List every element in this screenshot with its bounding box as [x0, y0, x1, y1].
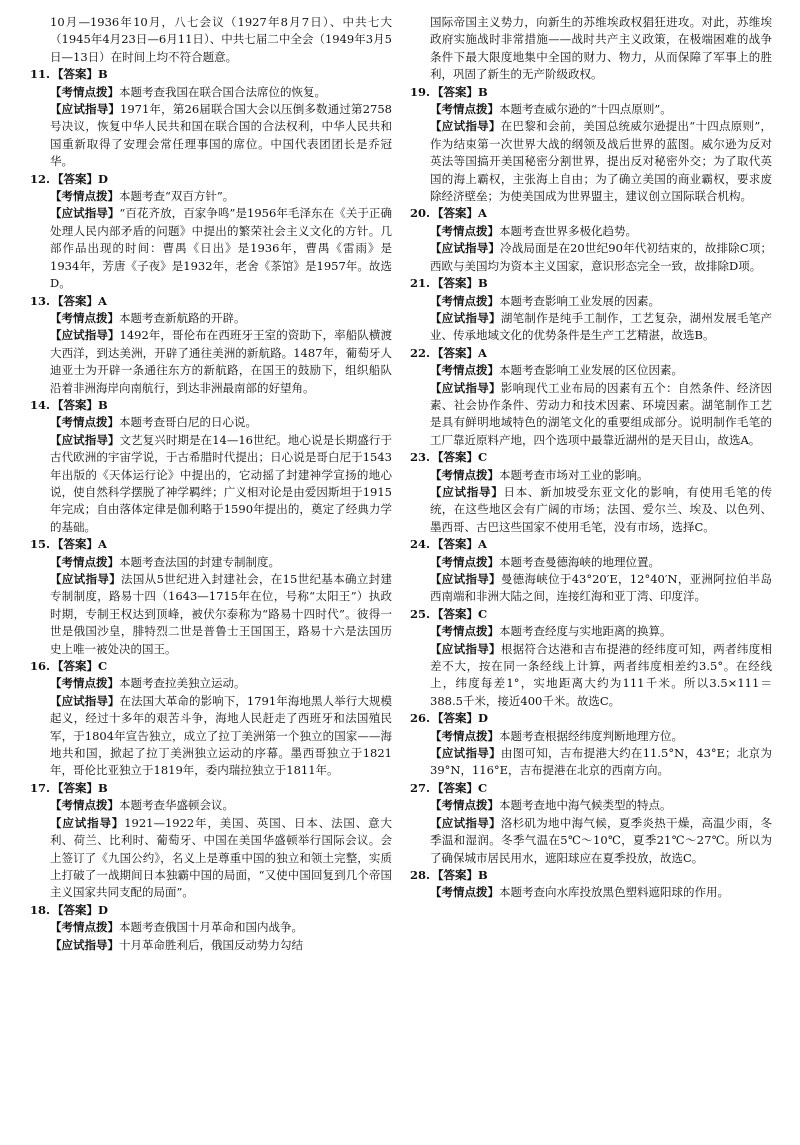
section-text: 本题考查世界多极化趋势。 [499, 223, 637, 238]
answer-item [410, 536, 772, 606]
answer-item [410, 205, 772, 275]
answer-item [410, 780, 772, 867]
answer-item [30, 66, 392, 170]
answer-letter: B [478, 84, 488, 99]
section-tag: 【应试指导】 [430, 241, 501, 256]
answer-label: 【答案】 [432, 206, 478, 221]
answer-letter: D [98, 171, 108, 186]
section-tag: 【应试指导】 [430, 641, 501, 656]
section-text: “百花齐放，百家争鸣”是1956年毛泽东在《关于正确处理人民内部矛盾的问题》中提出的繁荣社会主义文化的方针。几部作品出现的时间：曹禺《日出》是1936年，曹禺《雷雨》是1934年，芳唐《子夜》是1932年，老舍《茶馆》是1957年。故选D。 [50, 206, 392, 291]
section-tag: 【应试指导】 [430, 484, 504, 499]
explanation-paragraph [430, 467, 772, 484]
answer-line [30, 780, 392, 797]
answer-item [410, 449, 772, 536]
answer-label: 【答案】 [432, 345, 478, 360]
answer-line [30, 293, 392, 310]
question-number: 13. [30, 293, 51, 308]
section-tag: 【应试指导】 [430, 815, 501, 830]
question-number: 18. [30, 902, 51, 917]
answer-label: 【答案】 [432, 276, 478, 291]
answer-label: 【答案】 [52, 171, 98, 186]
question-number: 28. [410, 867, 431, 882]
section-tag: 【考情点拨】 [50, 554, 119, 569]
section-tag: 【考情点拨】 [50, 415, 119, 430]
section-tag: 【考情点拨】 [430, 624, 499, 639]
question-number: 15. [30, 537, 51, 552]
question-number: 27. [410, 780, 431, 795]
section-text: 冷战局面是在20世纪90年代初结束的，故排除C项；西欧与美国均为资本主义国家，意识形态完全一致，故排除D项。 [430, 241, 772, 273]
answer-letter: B [478, 276, 488, 291]
section-text: 洛杉矶为地中海气候，夏季炎热干燥，高温少雨，冬季温和湿润。冬季气温在5℃～10℃，夏季21℃～27℃。所以为了确保城市居民用水，遮阳球应在夏季投放，故选C。 [430, 815, 773, 865]
answer-line [30, 397, 392, 414]
explanation-paragraph [50, 937, 392, 954]
section-text: 文艺复兴时期是在14—16世纪。地心说是长期盛行于古代欧洲的宇宙学说，于古希腊时代提出；日心说是哥白尼于1543年出版的《天体运行论》中提出的，它动摇了封建神学宣扬的地心说，使自然科学摆脱了神学羁绊；广义相对论是由爱因斯坦于1915年完成；自由落体定律是伽利略于1590年提出的，奠定了经典力学的基础。 [50, 432, 392, 534]
question-number: 12. [30, 171, 51, 186]
explanation-paragraph [50, 571, 392, 658]
section-text: 本题考查向水库投放黑色塑料遮阳球的作用。 [499, 885, 729, 900]
section-text: 本题考查地中海气候类型的特点。 [499, 798, 672, 813]
section-text: 曼德海峡位于43°20′E，12°40′N，亚洲阿拉伯半岛西南端和非洲大陆之间，连接红海和亚丁湾、印度洋。 [430, 572, 773, 604]
explanation-paragraph [50, 693, 392, 780]
section-tag: 【考情点拨】 [50, 676, 119, 691]
answer-letter: B [98, 67, 108, 82]
section-text: 本题考查“双百方针”。 [119, 189, 235, 204]
section-tag: 【考情点拨】 [430, 102, 499, 117]
explanation-paragraph [430, 571, 772, 606]
question-number: 11. [30, 67, 51, 82]
answer-line [410, 780, 772, 797]
question-number: 24. [410, 537, 431, 552]
section-text: 本题考查影响工业发展的区位因素。 [499, 363, 683, 378]
section-text: 本题考查经度与实地距离的换算。 [499, 624, 672, 639]
right-answer-list [410, 84, 772, 902]
answer-label: 【答案】 [52, 902, 98, 917]
answer-letter: A [98, 293, 107, 308]
answer-item [30, 780, 392, 902]
answer-line [30, 66, 392, 83]
answer-item [30, 397, 392, 536]
answer-label: 【答案】 [432, 780, 478, 795]
section-text: 1492年，哥伦布在西班牙王室的资助下，率船队横渡大西洋，到达美洲，开辟了通往美洲的新航路。1487年，葡萄牙人迪亚士为开辟一条通往东方的新航路，在国王的鼓励下，组织船队沿着非洲海岸向南航行，到达非洲最南部的好望角。 [50, 328, 393, 395]
left-column-intro: 10月—1936年10月，八七会议（1927年8月7日）、中共七大（1945年4月23日—6月11日）、中共七届二中全会（1949年3月5日—13日）在时间上均不符合题意。 [50, 15, 392, 64]
section-tag: 【考情点拨】 [430, 223, 499, 238]
answer-letter: B [98, 780, 108, 795]
answer-item [30, 171, 392, 293]
section-text: 本题考查俄国十月革命和国内战争。 [119, 920, 303, 935]
section-text: 十月革命胜利后，俄国反动势力勾结 [119, 937, 303, 952]
answer-letter: B [478, 867, 488, 882]
explanation-paragraph [430, 310, 772, 345]
section-tag: 【应试指导】 [50, 693, 120, 708]
section-text: 影响现代工业布局的因素有五个：自然条件、经济因素、社会协作条件、劳动力和技术因素、环境因素。湖笔制作工艺是具有鲜明地域特色的湖笔文化的重要组成部分。说明制作毛笔的工厂靠近原料产地，四个选项中最靠近湖州的是天目山，故选A。 [430, 380, 773, 447]
section-tag: 【应试指导】 [430, 572, 501, 586]
section-text: 本题考查法国的封建专制制度。 [119, 554, 280, 569]
section-text: 湖笔制作是纯手工制作，工艺复杂，湖州发展毛笔产业、传承地域文化的优势条件是生产工艺精湛，故选B。 [430, 310, 773, 343]
right-column-intro: 国际帝国主义势力，向新生的苏维埃政权猖狂进攻。对此，苏维埃政府实施战时非常措施——战时共产主义政策，在极端困难的战争条件下最大限度地集中全国的财力、物力，从而保障了军事上的胜利，巩固了新生的无产阶级政权。 [430, 15, 772, 82]
explanation-paragraph [430, 362, 772, 379]
explanation-paragraph [430, 223, 772, 240]
explanation-paragraph [50, 327, 392, 397]
section-text: 在法国大革命的影响下，1791年海地黑人举行大规模起义，经过十多年的艰苦斗争，海地人民赶走了西班牙和法国殖民军，于1804年宣告独立，成立了拉丁美洲第一个独立的国家——海地共和国，掀起了拉丁美洲独立运动的序幕。墨西哥独立于1821年，哥伦比亚独立于1819年，委内瑞拉独立于1811年。 [50, 693, 393, 778]
answer-line [30, 536, 392, 553]
answer-letter: A [478, 537, 487, 552]
section-text: 本题考查影响工业发展的因素。 [499, 293, 660, 308]
section-tag: 【考情点拨】 [430, 728, 499, 743]
answer-item [30, 536, 392, 658]
section-text: 本题考查我国在联合国合法席位的恢复。 [119, 84, 326, 99]
answer-letter: B [98, 397, 108, 412]
answer-letter: C [478, 606, 488, 621]
explanation-paragraph [430, 293, 772, 310]
explanation-paragraph [430, 380, 772, 450]
section-text: 根据符合达港和吉布提港的经纬度可知，两者纬度相差不大，按在同一条经线上计算，两者纬度相差约3.5°。在经线上，纬度每差1°，实地距离大约为111千米。所以3.5×111＝388.5千米，接近400千米。故选C。 [430, 641, 773, 708]
section-tag: 【应试指导】 [50, 815, 125, 830]
section-tag: 【应试指导】 [50, 432, 120, 447]
explanation-paragraph [430, 118, 772, 205]
answer-label: 【答案】 [432, 537, 478, 552]
section-text: 本题考查拉美独立运动。 [119, 676, 246, 691]
question-number: 23. [410, 450, 431, 465]
section-text: 本题考查市场对工业的影响。 [499, 467, 649, 482]
section-tag: 【应试指导】 [430, 746, 501, 761]
answer-line [30, 902, 392, 919]
answer-item [410, 867, 772, 902]
explanation-paragraph [50, 432, 392, 536]
answer-line [410, 710, 772, 727]
section-text: 日本、新加坡受东亚文化的影响，有使用毛笔的传统，在这些地区会有广阔的市场；法国、爱尔兰、埃及、以色列、墨西哥、古巴这些国家不使用毛笔，没有市场，选择C。 [430, 484, 773, 534]
explanation-paragraph [430, 815, 772, 867]
explanation-paragraph [50, 919, 392, 936]
section-text: 本题考查哥白尼的日心说。 [119, 415, 257, 430]
explanation-paragraph [50, 84, 392, 101]
section-text: 由图可知，吉布提港大约在11.5°N，43°E；北京为39°N，116°E，吉布提港在北京的西南方向。 [430, 746, 772, 778]
section-tag: 【考情点拨】 [430, 798, 499, 813]
explanation-paragraph [50, 815, 392, 902]
explanation-paragraph [430, 240, 772, 275]
section-tag: 【考情点拨】 [50, 310, 119, 325]
explanation-paragraph [50, 554, 392, 571]
section-tag: 【考情点拨】 [50, 189, 119, 204]
section-tag: 【应试指导】 [430, 119, 501, 134]
answer-label: 【答案】 [432, 450, 478, 465]
section-tag: 【应试指导】 [50, 937, 119, 952]
section-tag: 【应试指导】 [50, 572, 122, 586]
answer-item [410, 345, 772, 449]
answer-label: 【答案】 [52, 780, 98, 795]
question-number: 16. [30, 659, 51, 674]
section-tag: 【考情点拨】 [430, 363, 499, 378]
section-tag: 【考情点拨】 [50, 84, 119, 99]
left-answer-list [30, 66, 392, 954]
section-text: 本题考查威尔逊的“十四点原则”。 [499, 102, 672, 117]
question-number: 17. [30, 780, 51, 795]
answer-item [30, 293, 392, 397]
explanation-paragraph [50, 675, 392, 692]
section-tag: 【应试指导】 [430, 380, 501, 395]
answer-letter: A [478, 345, 487, 360]
section-tag: 【考情点拨】 [50, 920, 119, 935]
answer-letter: D [98, 902, 108, 917]
answer-line [410, 536, 772, 553]
answer-letter: D [478, 711, 488, 726]
section-tag: 【考情点拨】 [430, 467, 499, 482]
answer-line [410, 867, 772, 884]
answer-label: 【答案】 [432, 711, 478, 726]
left-column [30, 14, 392, 954]
question-number: 25. [410, 606, 431, 621]
section-tag: 【考情点拨】 [430, 293, 499, 308]
answer-line [410, 84, 772, 101]
question-number: 19. [410, 84, 431, 99]
question-number: 21. [410, 276, 431, 291]
answer-letter: C [98, 659, 108, 674]
explanation-paragraph [430, 101, 772, 118]
section-tag: 【应试指导】 [50, 206, 120, 221]
question-number: 20. [410, 206, 431, 221]
answer-letter: C [478, 450, 488, 465]
explanation-paragraph [50, 310, 392, 327]
section-text: 本题考查根据经纬度判断地理方位。 [499, 728, 683, 743]
section-text: 1971年，第26届联合国大会以压倒多数通过第2758号决议，恢复中华人民共和国在联合国的合法权利，中华人民共和国重新取得了安理会常任理事国的席位。中国代表团团长是乔冠华。 [50, 102, 393, 169]
section-tag: 【应试指导】 [50, 328, 120, 343]
answer-label: 【答案】 [52, 397, 98, 412]
answer-line [410, 449, 772, 466]
explanation-paragraph [50, 188, 392, 205]
question-number: 14. [30, 397, 51, 412]
answer-item [410, 275, 772, 345]
section-text: 法国从5世纪进入封建社会，在15世纪基本确立封建专制制度，路易十四（1643—1715年在位，号称“太阳王”）执政时期，专制王权达到顶峰，被伏尔泰称为“路易十四时代”。彼得一世是俄国沙皇，腓特烈二世是普鲁士王国国王，路易十六是法国历史上唯一被处决的国王。 [50, 572, 392, 656]
section-tag: 【应试指导】 [430, 310, 501, 325]
explanation-paragraph [430, 745, 772, 780]
answer-letter: A [98, 537, 107, 552]
section-text: 1921—1922年，美国、英国、日本、法国、意大利、荷兰、比利时、葡萄牙、中国在美国华盛顿举行国际会议。会上签订了《九国公约》，名义上是尊重中国的独立和领土完整，实质上打破了一战期间日本独霸中国的局面，“又使中国回复到几个帝国主义国家共同支配的局面”。 [50, 815, 393, 900]
answer-label: 【答案】 [52, 659, 98, 674]
explanation-paragraph [430, 554, 772, 571]
answer-item [30, 902, 392, 954]
answer-label: 【答案】 [432, 867, 478, 882]
explanation-paragraph [430, 884, 772, 901]
explanation-paragraph [50, 101, 392, 171]
question-number: 22. [410, 345, 431, 360]
explanation-paragraph [430, 797, 772, 814]
explanation-paragraph [430, 623, 772, 640]
question-number: 26. [410, 711, 431, 726]
explanation-paragraph [50, 205, 392, 292]
section-tag: 【应试指导】 [50, 102, 121, 117]
section-tag: 【考情点拨】 [430, 885, 499, 900]
answer-label: 【答案】 [432, 84, 478, 99]
explanation-paragraph [50, 797, 392, 814]
right-column [410, 14, 772, 902]
section-text: 在巴黎和会前，美国总统威尔逊提出“十四点原则”，作为结束第一次世界大战的纲领及战后世界的蓝图。威尔逊为反对英法等国搞开美国秘密分割世界，提出反对秘密外交；为了取代英国的海上霸权，主张海上自由；为了确立美国的商业霸权，要求废除经济壁垒；为使美国成为世界盟主，建议创立国际联合机构。 [430, 119, 772, 204]
answer-label: 【答案】 [52, 67, 98, 82]
section-text: 本题考查曼德海峡的地理位置。 [499, 554, 660, 569]
answer-line [410, 275, 772, 292]
section-tag: 【考情点拨】 [430, 554, 499, 569]
explanation-paragraph [430, 484, 772, 536]
answer-item [30, 658, 392, 780]
section-text: 本题考查华盛顿会议。 [119, 798, 234, 813]
answer-letter: C [478, 780, 488, 795]
answer-line [30, 658, 392, 675]
answer-item [410, 606, 772, 710]
answer-line [410, 606, 772, 623]
explanation-paragraph [50, 414, 392, 431]
answer-line [30, 171, 392, 188]
section-tag: 【考情点拨】 [50, 798, 119, 813]
section-text: 本题考查新航路的开辟。 [119, 310, 246, 325]
answer-item [410, 710, 772, 780]
answer-label: 【答案】 [52, 537, 98, 552]
answer-item [410, 84, 772, 206]
explanation-paragraph [430, 728, 772, 745]
answer-line [410, 205, 772, 222]
answer-letter: A [478, 206, 487, 221]
explanation-paragraph [430, 641, 772, 711]
answer-label: 【答案】 [432, 606, 478, 621]
answer-line [410, 345, 772, 362]
answer-label: 【答案】 [52, 293, 98, 308]
